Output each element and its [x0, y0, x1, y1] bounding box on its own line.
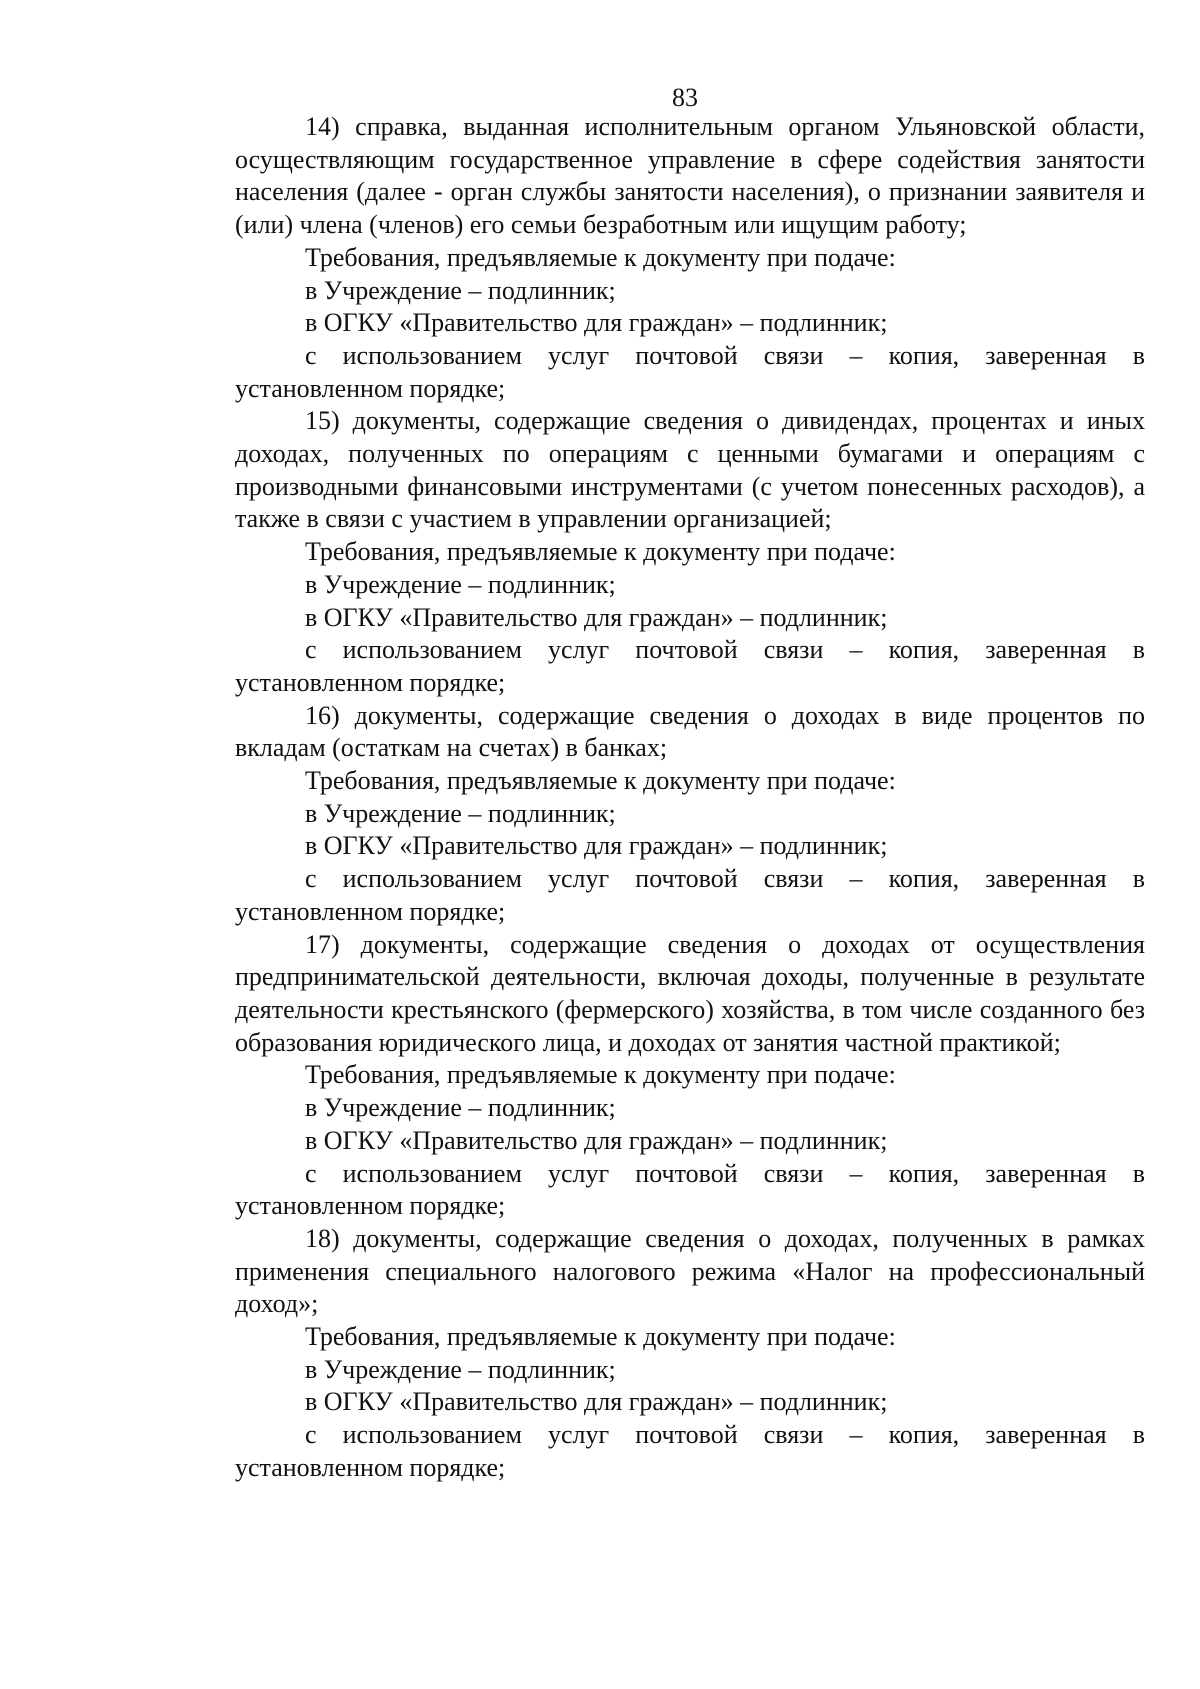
item-17-paragraph: 17) документы, содержащие сведения о доходах от осуществления предпринимательской деятельности, включая доходы, полученные в результате деятельности крестьянского (фермерского) хозяйства, в том числе созданного без образования юридического лица, и доходах от занятия частной практикой;: [235, 929, 1145, 1057]
requirement-institution: в Учреждение – подлинник;: [305, 1354, 616, 1384]
requirement-institution: в Учреждение – подлинник;: [305, 1093, 616, 1123]
requirement-ogku: в ОГКУ «Правительство для граждан» – подлинник;: [305, 1387, 888, 1417]
requirement-postal: с использованием услуг почтовой связи – копия, заверенная в установленном порядке;: [235, 864, 1145, 926]
document-body: [235, 111, 1145, 1485]
requirement-postal: с использованием услуг почтовой связи – копия, заверенная в установленном порядке;: [235, 340, 1145, 403]
requirement-postal: с использованием услуг почтовой связи – копия, заверенная в установленном порядке;: [235, 1420, 1145, 1482]
requirement-ogku: в ОГКУ «Правительство для граждан» – подлинник;: [305, 308, 888, 338]
requirement-institution: в Учреждение – подлинник;: [305, 798, 616, 828]
page-number: 83: [672, 83, 698, 112]
requirements-heading: Требования, предъявляемые к документу при подаче:: [305, 537, 896, 567]
requirements-heading: Требования, предъявляемые к документу при подаче:: [305, 766, 896, 796]
item-14-paragraph: 14) справка, выданная исполнительным органом Ульяновской области, осуществляющим государственное управление в сфере содействия занятости населения (далее - орган службы занятости населения), о признании заявителя и (или) члена (членов) его семьи безработным или ищущим работу;: [235, 112, 1145, 240]
item-15-paragraph: 15) документы, содержащие сведения о дивидендах, процентах и иных доходах, полученных по операциям с ценными бумагами и операциям с производными финансовыми инструментами (с учетом понесенных расходов), а также в связи с участием в управлении организацией;: [235, 406, 1145, 534]
requirement-ogku: в ОГКУ «Правительство для граждан» – подлинник;: [305, 602, 888, 632]
requirement-postal: с использованием услуг почтовой связи – копия, заверенная в установленном порядке;: [235, 1158, 1145, 1221]
requirement-ogku: в ОГКУ «Правительство для граждан» – подлинник;: [305, 831, 888, 861]
item-18-paragraph: 18) документы, содержащие сведения о доходах, полученных в рамках применения специального налогового режима «Налог на профессиональный доход»;: [235, 1223, 1145, 1319]
requirement-ogku: в ОГКУ «Правительство для граждан» – подлинник;: [305, 1125, 888, 1155]
requirements-heading: Требования, предъявляемые к документу при подаче:: [305, 1060, 896, 1090]
requirement-postal: с использованием услуг почтовой связи – копия, заверенная в установленном порядке;: [235, 635, 1145, 697]
item-16-paragraph: 16) документы, содержащие сведения о доходах в виде процентов по вкладам (остаткам на счетах) в банках;: [235, 700, 1145, 763]
requirement-institution: в Учреждение – подлинник;: [305, 569, 616, 599]
requirements-heading: Требования, предъявляемые к документу при подаче:: [305, 242, 896, 272]
requirement-institution: в Учреждение – подлинник;: [305, 275, 616, 305]
requirements-heading: Требования, предъявляемые к документу при подаче:: [305, 1322, 896, 1352]
